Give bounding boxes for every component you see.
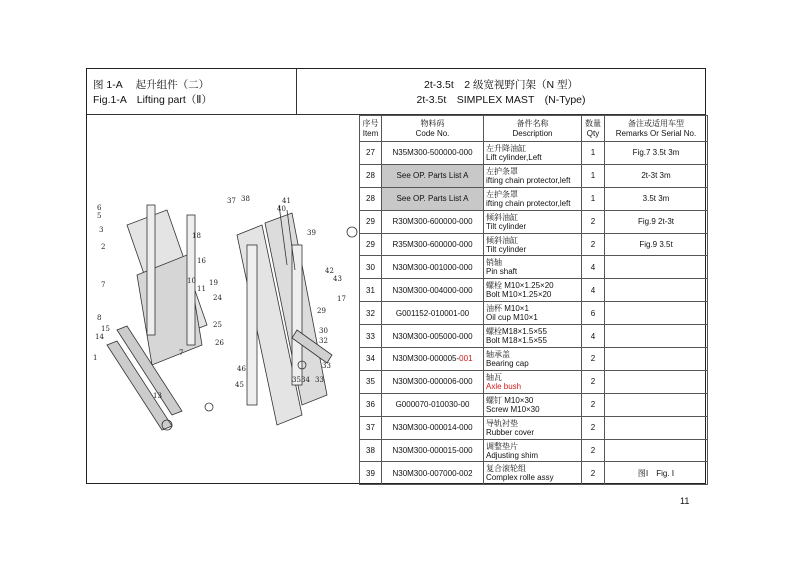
table-cell: 螺钉 M10×30 Screw M10×30 [484, 393, 582, 416]
table-cell [605, 393, 708, 416]
figure-title-cn: 图 1-A 起升组件（二） [93, 79, 210, 91]
table-cell: N30M300-000015-000 [382, 439, 484, 462]
table-cell: 左护条罩 ifting chain protector,left [484, 187, 582, 210]
table-cell: 2t-3t 3m [605, 164, 708, 187]
table-cell: 2 [582, 439, 605, 462]
table-cell: Fig.7 3.5t 3m [605, 142, 708, 165]
table-cell: 2 [582, 370, 605, 393]
table-cell: N30M300-001000-000 [382, 256, 484, 279]
table-cell: 1 [582, 164, 605, 187]
table-row [360, 302, 708, 325]
mast-title-en: 2t-3.5t SIMPLEX MAST (N-Type) [416, 94, 586, 106]
table-cell: 2 [582, 210, 605, 233]
table-row [360, 233, 708, 256]
table-cell: 图Ⅰ Fig. Ⅰ [605, 462, 708, 485]
table-row [360, 187, 708, 210]
callout-label: 35 [292, 376, 301, 384]
mast-title-cn: 2t-3.5t 2 级宽视野门架（N 型） [423, 79, 579, 91]
table-cell: Remarks Or Serial No. [615, 128, 697, 138]
table-cell: 38 [360, 439, 382, 462]
page-number: 11 [680, 496, 690, 506]
table-cell: 34 [360, 348, 382, 371]
col-description [484, 116, 582, 142]
revision-suffix: 001 [459, 354, 473, 364]
callout-label: 26 [215, 339, 224, 347]
callout-label: 39 [307, 229, 316, 237]
table-cell: 27 [360, 142, 382, 165]
table-cell [605, 439, 708, 462]
table-cell: 备件名称 [516, 118, 549, 128]
table-cell: 2 [582, 348, 605, 371]
option-parts-code: See OP. Parts List A [382, 164, 484, 187]
table-cell: 复合滚轮组 Complex rolle assy [484, 462, 582, 485]
callout-label: 7 [179, 349, 184, 357]
callout-label: 37 [227, 197, 236, 205]
callout-label: 40 [277, 205, 286, 213]
callout-label: 19 [209, 279, 218, 287]
callout-label: 3 [99, 226, 104, 234]
table-cell: 2 [582, 462, 605, 485]
table-cell: R35M300-600000-000 [382, 233, 484, 256]
table-cell [605, 348, 708, 371]
table-cell: 4 [582, 256, 605, 279]
table-cell: N30M300-000005-001 [382, 348, 484, 371]
table-cell: R30M300-600000-000 [382, 210, 484, 233]
callout-label: 32 [319, 337, 328, 345]
table-header-row [360, 116, 708, 142]
table-row [360, 279, 708, 302]
table-cell: 油杯 M10×1 Oil cup M10×1 [484, 302, 582, 325]
table-cell: N30M300-007000-002 [382, 462, 484, 485]
table-cell: 1 [582, 187, 605, 210]
table-cell [605, 279, 708, 302]
table-cell: 33 [360, 325, 382, 348]
table-cell: 28 [360, 164, 382, 187]
table-cell: 28 [360, 187, 382, 210]
table-cell: 轴瓦 Axle bush [484, 370, 582, 393]
table-cell: Code No. [415, 128, 450, 138]
callout-label: 5 [97, 212, 102, 220]
callout-label: 10 [187, 277, 196, 285]
table-cell: 轴承盖 Bearing cap [484, 348, 582, 371]
table-cell: Item [362, 128, 379, 138]
table-cell: 左升降油缸 Lift cylinder,Left [484, 142, 582, 165]
table-cell [605, 325, 708, 348]
table-cell: G000070-010030-00 [382, 393, 484, 416]
callout-label: 17 [337, 295, 346, 303]
table-cell: N30M300-005000-000 [382, 325, 484, 348]
col-remarks [605, 116, 708, 142]
table-cell: Fig.9 3.5t [605, 233, 708, 256]
table-cell: 29 [360, 233, 382, 256]
table-cell: 螺栓M18×1.5×55 Bolt M18×1.5×55 [484, 325, 582, 348]
callout-label: 33 [322, 362, 331, 370]
table-cell: 调整垫片 Adjusting shim [484, 439, 582, 462]
table-cell: 32 [360, 302, 382, 325]
table-row [360, 416, 708, 439]
table-cell: 4 [582, 325, 605, 348]
table-cell: 倾斜油缸 Tilt cylinder [484, 233, 582, 256]
callout-label: 43 [333, 275, 342, 283]
callout-label: 11 [197, 285, 206, 293]
callout-label: 18 [192, 232, 201, 240]
table-cell: 3.5t 3m [605, 187, 708, 210]
callout-label: 24 [213, 294, 222, 302]
callout-label: 33 [315, 376, 324, 384]
figure-header [87, 69, 297, 115]
table-cell: N35M300-500000-000 [382, 142, 484, 165]
table-cell: 35 [360, 370, 382, 393]
table-cell [605, 370, 708, 393]
table-cell [605, 302, 708, 325]
callout-label: 45 [235, 381, 244, 389]
col-code [382, 116, 484, 142]
table-cell: G001152-010001-00 [382, 302, 484, 325]
callout-label: 42 [325, 267, 334, 275]
table-cell: 4 [582, 279, 605, 302]
callout-label: 16 [197, 257, 206, 265]
table-cell: 2 [582, 393, 605, 416]
callout-label: 6 [97, 204, 102, 212]
table-row [360, 210, 708, 233]
table-row [360, 142, 708, 165]
table-row [360, 462, 708, 485]
table-cell: Description [512, 128, 553, 138]
callout-label: 34 [301, 376, 310, 384]
table-cell: 30 [360, 256, 382, 279]
table-row [360, 256, 708, 279]
table-cell: 螺栓 M10×1.25×20 Bolt M10×1.25×20 [484, 279, 582, 302]
table-cell [605, 416, 708, 439]
table-cell: 2 [582, 233, 605, 256]
table-cell: N30M300-000006-000 [382, 370, 484, 393]
table-cell: 左护条罩 ifting chain protector,left [484, 164, 582, 187]
table-cell: N30M300-004000-000 [382, 279, 484, 302]
callout-label: 30 [319, 327, 328, 335]
table-cell: 39 [360, 462, 382, 485]
option-parts-code: See OP. Parts List A [382, 187, 484, 210]
col-qty [582, 116, 605, 142]
table-cell: 2 [582, 416, 605, 439]
table-cell: 37 [360, 416, 382, 439]
callout-label: 7 [101, 281, 106, 289]
table-cell: Qty [586, 128, 600, 138]
table-cell: 导轨衬垫 Rubber cover [484, 416, 582, 439]
table-cell: 31 [360, 279, 382, 302]
table-row [360, 348, 708, 371]
table-cell: 1 [582, 142, 605, 165]
callout-label: 13 [153, 392, 162, 400]
table-cell: 销轴 Pin shaft [484, 256, 582, 279]
table-row [360, 370, 708, 393]
figure-title-en: Fig.1-A Lifting part（Ⅱ） [93, 94, 212, 106]
callout-label: 29 [317, 307, 326, 315]
table-cell: 数量 [585, 118, 601, 128]
callout-label: 1 [93, 354, 98, 362]
callout-label: 41 [282, 197, 291, 205]
callout-label: 38 [241, 195, 250, 203]
table-cell: 物料码 [420, 118, 445, 128]
table-cell: 36 [360, 393, 382, 416]
table-cell: N30M300-000014-000 [382, 416, 484, 439]
revised-description: Axle bush [486, 381, 522, 391]
parts-table [359, 115, 708, 485]
callout-label: 8 [97, 314, 102, 322]
callout-label: 15 [101, 325, 110, 333]
callout-label: 46 [237, 365, 246, 373]
table-cell: 6 [582, 302, 605, 325]
callout-label: 25 [213, 321, 222, 329]
table-row [360, 393, 708, 416]
table-cell: 倾斜油缸 Tilt cylinder [484, 210, 582, 233]
callout-label: 2 [101, 243, 106, 251]
table-row [360, 325, 708, 348]
table-cell: Fig.9 2t-3t [605, 210, 708, 233]
exploded-view-diagram [87, 115, 359, 485]
col-item [360, 116, 382, 142]
table-row [360, 164, 708, 187]
table-cell: 序号 [362, 118, 379, 128]
table-row [360, 439, 708, 462]
mast-header [297, 69, 705, 115]
parts-page-frame [86, 68, 706, 484]
table-cell [605, 256, 708, 279]
table-cell: 29 [360, 210, 382, 233]
table-cell: 备注或适用车型 [628, 118, 684, 128]
callout-label: 14 [95, 333, 104, 341]
